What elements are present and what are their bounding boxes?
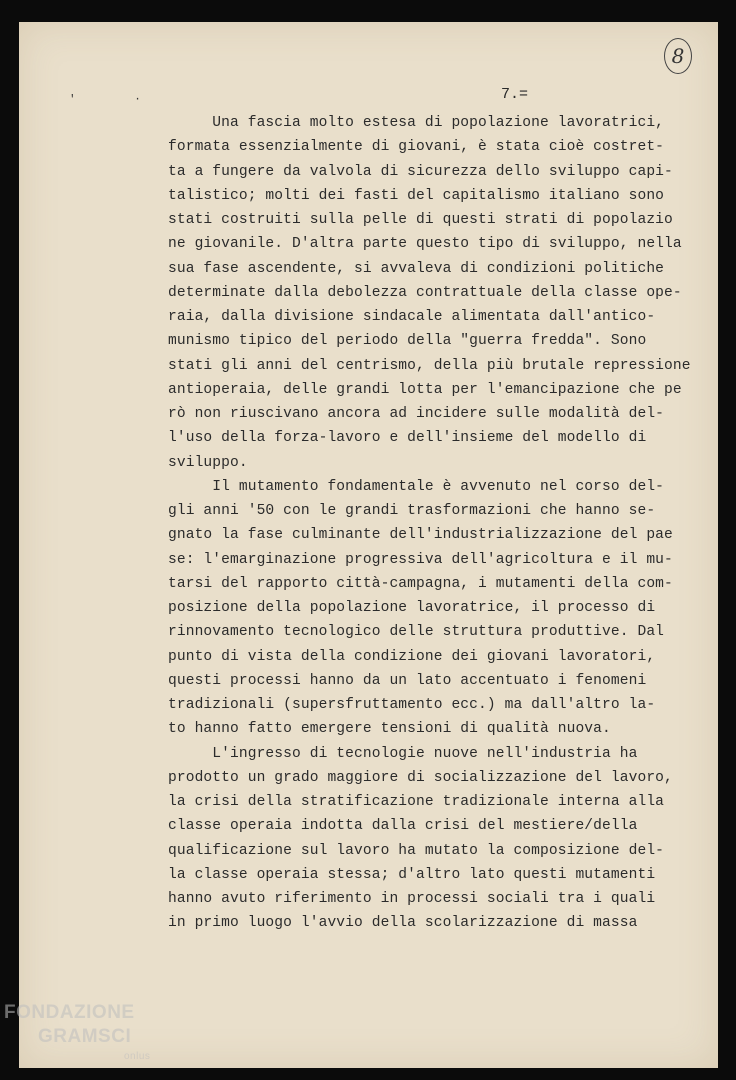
text-line: posizione della popolazione lavoratrice, il processo di — [168, 600, 656, 616]
text-line: tarsi del rapporto città-campagna, i mutamenti della com- — [168, 575, 673, 592]
text-line: questi processi hanno da un lato accentuato i fenomeni — [168, 672, 647, 689]
text-line: rinnovamento tecnologico delle struttura produttive. Dal — [168, 624, 665, 641]
text-line: l'uso della forza-lavoro e dell'insieme del modello di — [168, 430, 647, 447]
watermark-line-1: FONDAZIONE — [4, 1002, 135, 1023]
archive-watermark — [4, 1001, 150, 1069]
text-line: Una fascia molto estesa di popolazione lavoratrici, — [168, 115, 665, 131]
text-line: stati costruiti sulla pelle di questi strati di popolazio — [168, 212, 673, 228]
text-line: raia, dalla divisione sindacale alimentata dall'antico- — [168, 309, 656, 325]
text-line: determinate dalla debolezza contrattuale della classe ope- — [168, 284, 682, 301]
text-line: formata essenzialmente di giovani, è stata cioè costret- — [168, 139, 665, 156]
text-line: talistico; molti dei fasti del capitalismo italiano sono — [168, 187, 665, 204]
text-line: se: l'emarginazione progressiva dell'agricoltura e il mu- — [168, 551, 673, 568]
text-line: hanno avuto riferimento in processi sociali tra i quali — [168, 891, 656, 907]
text-line: gli anni '50 con le grandi trasformazioni che hanno se- — [168, 503, 656, 519]
text-line: sua fase ascendente, si avvaleva di condizioni politiche — [168, 260, 665, 277]
text-line: classe operaia indotta dalla crisi del mestiere/della — [168, 818, 638, 835]
text-line: L'ingresso di tecnologie nuove nell'industria ha — [168, 745, 638, 762]
stray-marks: ' · — [69, 94, 167, 106]
text-line: la crisi della stratificazione tradizionale interna alla — [168, 794, 665, 810]
text-line: munismo tipico del periodo della "guerra fredda". Sono — [168, 333, 647, 350]
text-line: Il mutamento fondamentale è avvenuto nel corso del- — [168, 478, 665, 495]
text-line: in primo luogo l'avvio della scolarizzazione di massa — [168, 915, 638, 932]
text-line: antioperaia, delle grandi lotta per l'emancipazione che pe — [168, 381, 682, 398]
folio-number: 8 — [664, 38, 692, 74]
text-line: to hanno fatto emergere tensioni di qualità nuova. — [168, 721, 611, 738]
text-line: rò non riuscivano ancora ad incidere sulle modalità del- — [168, 406, 665, 422]
text-line: ne giovanile. D'altra parte questo tipo di sviluppo, nella — [168, 236, 682, 253]
text-line: punto di vista della condizione dei giovani lavoratori, — [168, 648, 656, 665]
text-line: tradizionali (supersfruttamento ecc.) ma dall'altro la- — [168, 697, 656, 713]
typed-body-text — [168, 111, 691, 936]
text-line: gnato la fase culminante dell'industrializzazione del pae — [168, 527, 673, 544]
text-line: sviluppo. — [168, 454, 248, 471]
watermark-line-3: onlus — [124, 1051, 151, 1062]
page-number: 7.= — [501, 86, 529, 103]
text-line: stati gli anni del centrismo, della più brutale repressione — [168, 357, 691, 374]
text-line: prodotto un grado maggiore di socializzazione del lavoro, — [168, 769, 673, 786]
text-line: la classe operaia stessa; d'altro lato questi mutamenti — [168, 866, 656, 883]
text-line: qualificazione sul lavoro ha mutato la composizione del- — [168, 842, 665, 859]
text-line: ta a fungere da valvola di sicurezza dello sviluppo capi- — [168, 163, 673, 180]
watermark-line-2: GRAMSCI — [38, 1026, 132, 1047]
